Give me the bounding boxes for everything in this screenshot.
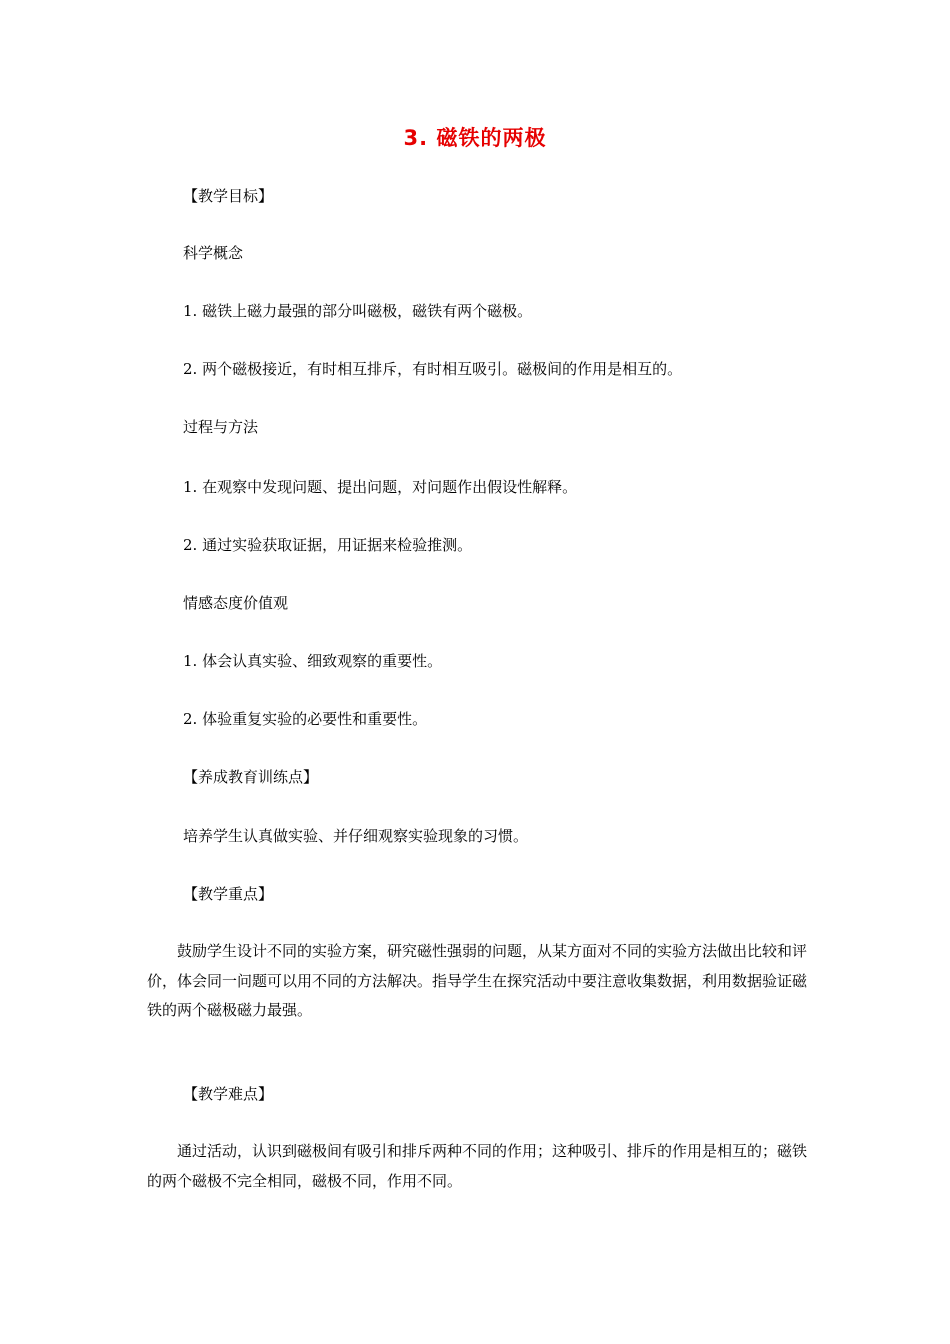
values-item-1: 1. 体会认真实验、细致观察的重要性。 xyxy=(183,652,443,670)
key-paragraph: 鼓励学生设计不同的实验方案，研究磁性强弱的问题，从某方面对不同的实验方法做出比较和评价，体会同一问题可以用不同的方法解决。指导学生在探究活动中要注意收集数据，利用数据验证磁铁的两个磁极磁力最强。 xyxy=(147,942,808,1019)
process-heading: 过程与方法 xyxy=(183,418,259,436)
habit-text: 培养学生认真做实验、并仔细观察实验现象的习惯。 xyxy=(183,827,529,845)
concept-item-1: 1. 磁铁上磁力最强的部分叫磁极，磁铁有两个磁极。 xyxy=(183,302,533,320)
concept-heading: 科学概念 xyxy=(183,244,244,262)
difficulty-paragraph: 通过活动，认识到磁极间有吸引和排斥两种不同的作用；这种吸引、排斥的作用是相互的；磁铁的两个磁极不完全相同，磁极不同，作用不同。 xyxy=(147,1142,808,1190)
process-item-2: 2. 通过实验获取证据，用证据来检验推测。 xyxy=(183,536,473,554)
values-item-2: 2. 体验重复实验的必要性和重要性。 xyxy=(183,710,428,728)
process-item-1: 1. 在观察中发现问题、提出问题，对问题作出假设性解释。 xyxy=(183,478,578,496)
difficulty-heading: 【教学难点】 xyxy=(183,1085,274,1103)
habit-heading: 【养成教育训练点】 xyxy=(183,768,319,786)
concept-item-2: 2. 两个磁极接近，有时相互排斥，有时相互吸引。磁极间的作用是相互的。 xyxy=(183,360,683,378)
document-title: 3. 磁铁的两极 xyxy=(403,126,547,150)
key-heading: 【教学重点】 xyxy=(183,885,274,903)
objectives-heading: 【教学目标】 xyxy=(183,187,274,205)
values-heading: 情感态度价值观 xyxy=(183,594,289,612)
